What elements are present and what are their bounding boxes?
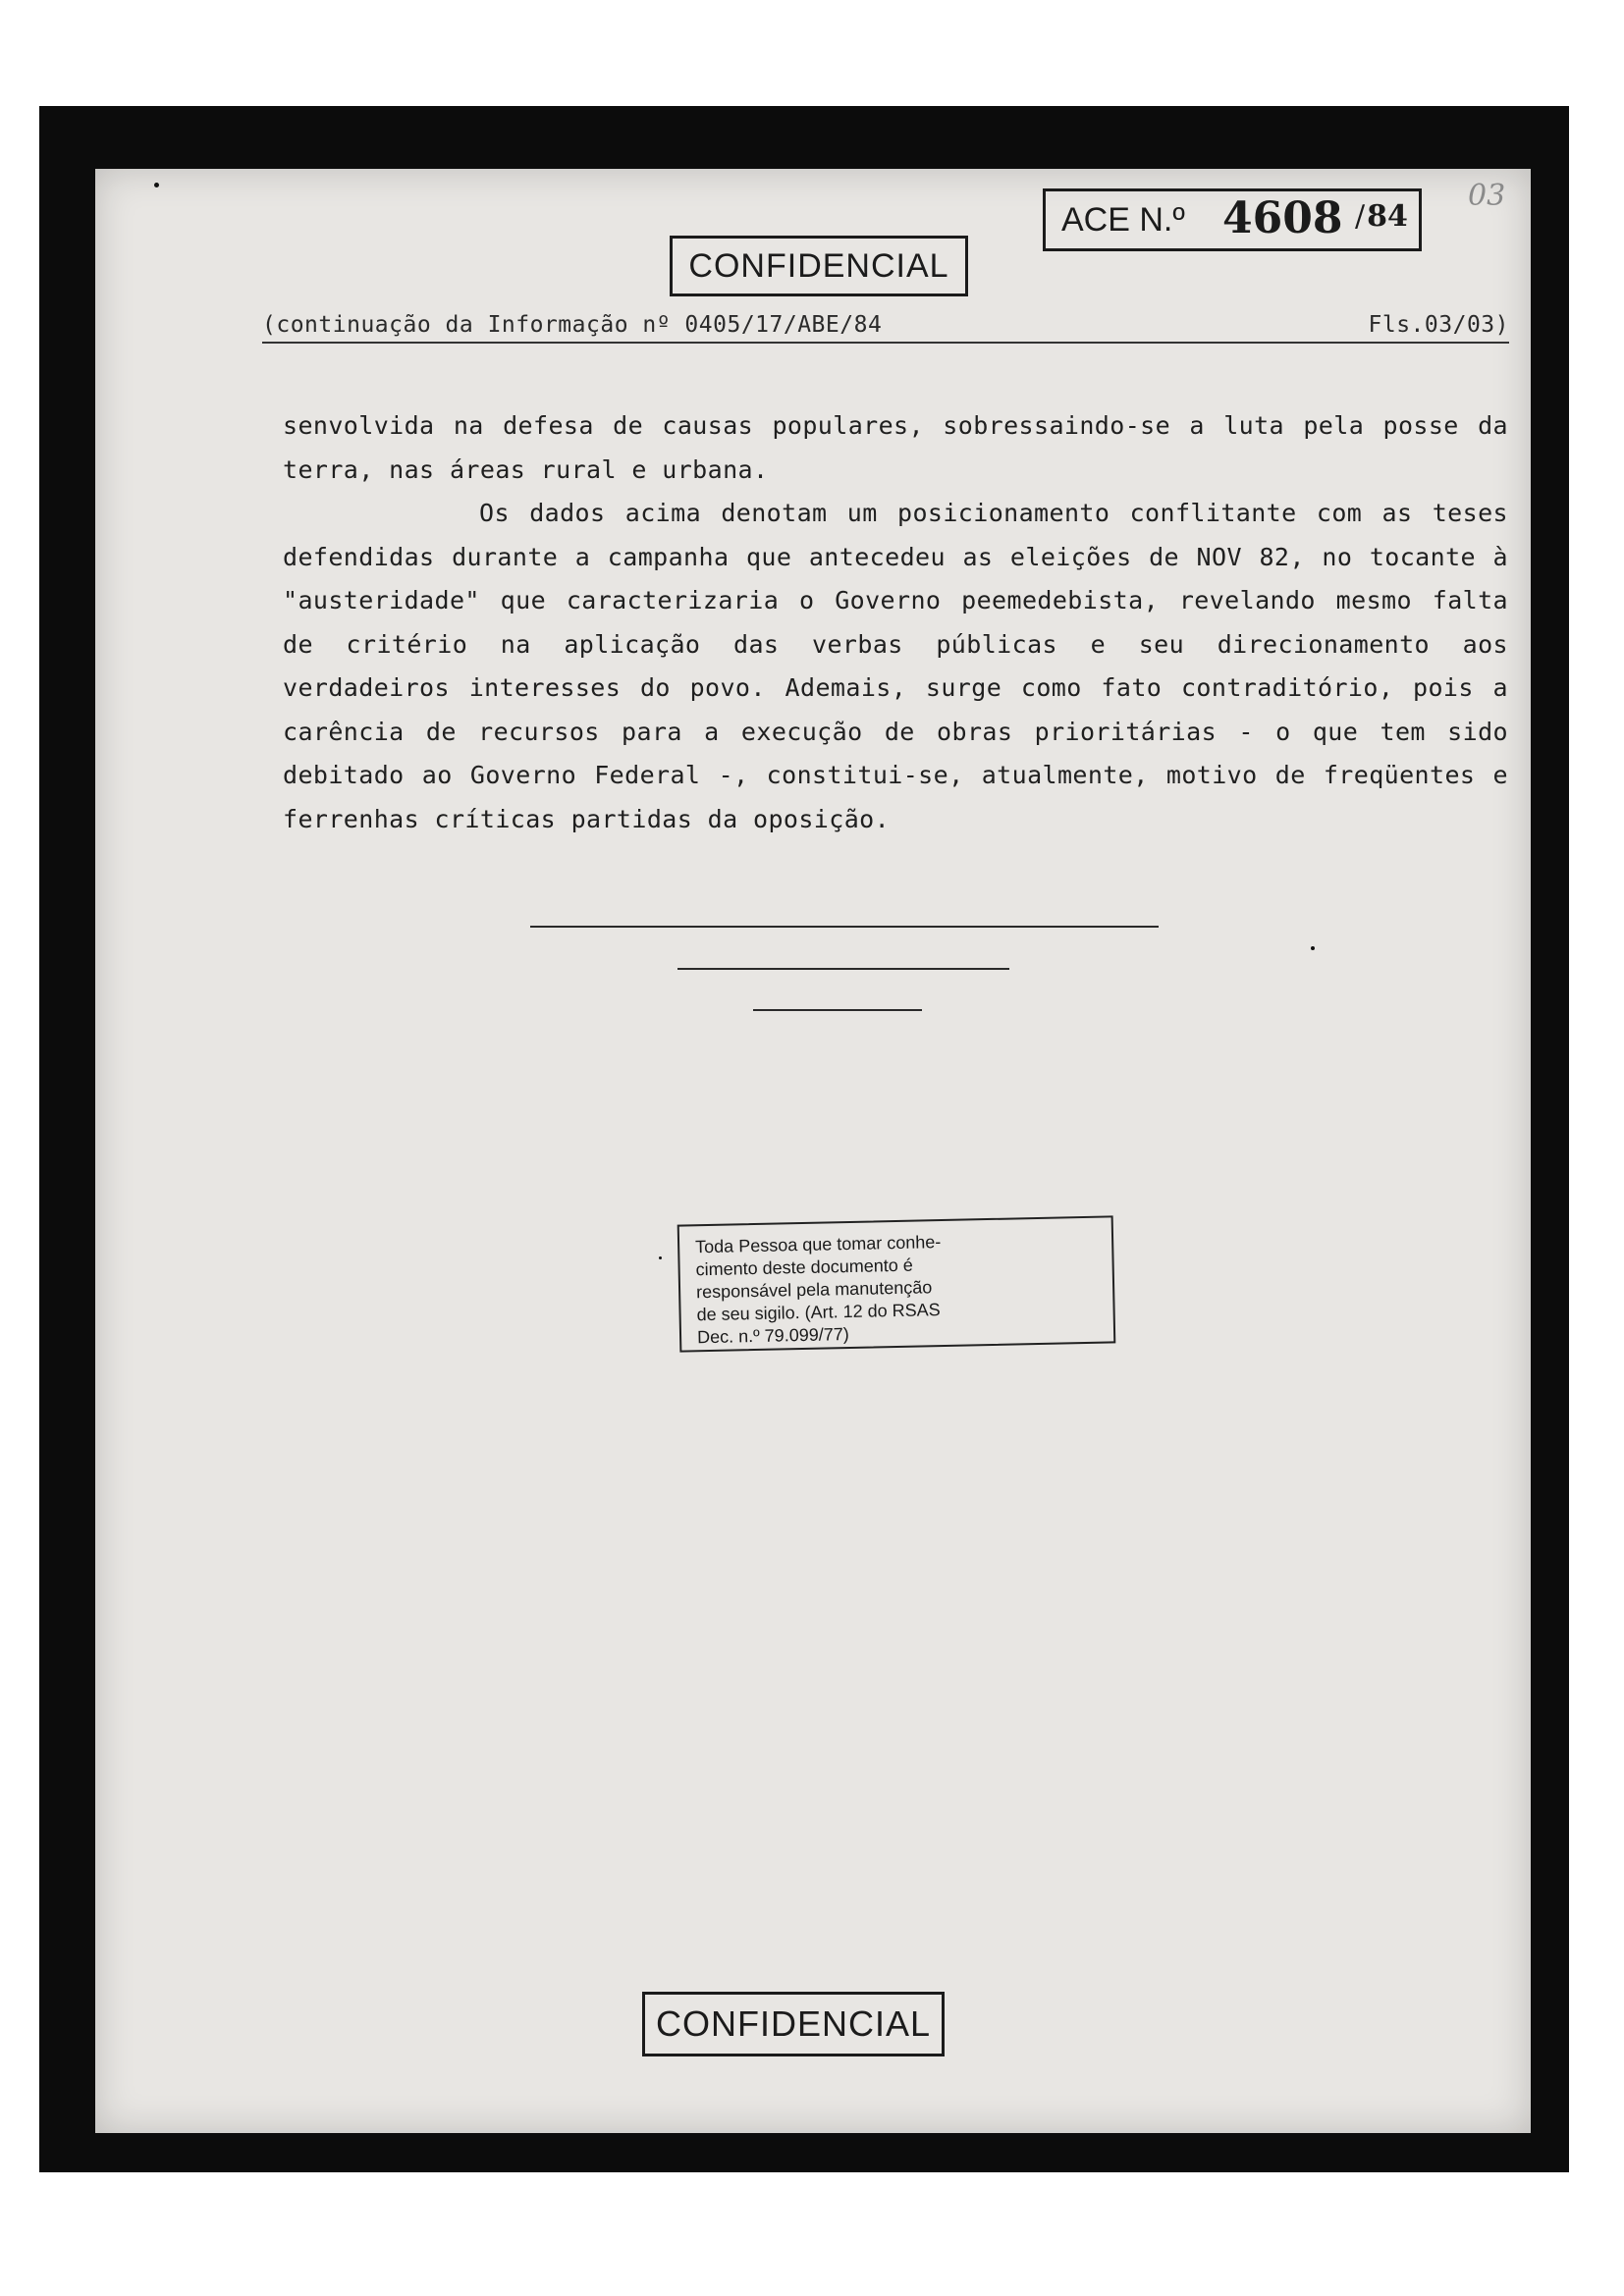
body-paragraph-2: Os dados acima denotam um posicionamento conflitante com as teses defendidas durante a campanha que antecedeu as eleições de NOV 82, no tocante à "austeridade" que caracterizaria o Governo peemedebista, revelando mesmo falta de critério na aplicação das verbas públicas e seu direcionamento aos verdadeiros interesses do povo. Ademais, surge como fato contraditório, pois a carência de recursos para a execução de obras prioritárias - o que tem sido debitado ao Governo Federal -, constitui-se, atualmente, motivo de freqüentes e ferrenhas críticas partidas da oposição. (283, 499, 1508, 833)
document-page (95, 169, 1531, 2133)
secrecy-notice-stamp (677, 1215, 1116, 1352)
notice-line: responsável pela manutenção (695, 1277, 933, 1303)
scan-speck (659, 1256, 662, 1259)
body-paragraph-1: senvolvida na defesa de causas populares, sobressaindo-se a luta pela posse da terra, nas áreas rural e urbana. (283, 411, 1508, 484)
closing-rule-3 (753, 1009, 922, 1011)
scan-speck (154, 183, 159, 187)
page-number-mark: 03 (1468, 179, 1506, 213)
continuation-reference: ( continuação da Informação nº 0405/17/ABE/84 (262, 312, 882, 338)
confidential-stamp-top: CONFIDENCIAL (670, 236, 968, 296)
ace-number: 4608 (1222, 193, 1343, 243)
notice-line: Toda Pessoa que tomar conhe- (694, 1232, 942, 1257)
continuation-header (262, 312, 1509, 344)
notice-line: cimento deste documento é (695, 1255, 913, 1280)
folio-number: Fls.03/03 ) (1369, 312, 1509, 338)
document-body (283, 404, 1508, 841)
scan-speck (1311, 946, 1315, 950)
ace-stamp (1043, 188, 1422, 251)
ace-label: ACE N.º (1061, 201, 1185, 239)
ace-year: / 84 (1355, 199, 1408, 234)
notice-line: Dec. n.º 79.099/77) (696, 1324, 849, 1348)
closing-rule-2 (677, 968, 1009, 970)
closing-rule-1 (530, 926, 1159, 928)
confidential-stamp-bottom: CONFIDENCIAL (642, 1992, 945, 2056)
notice-line: de seu sigilo. (Art. 12 do RSAS (696, 1300, 941, 1325)
